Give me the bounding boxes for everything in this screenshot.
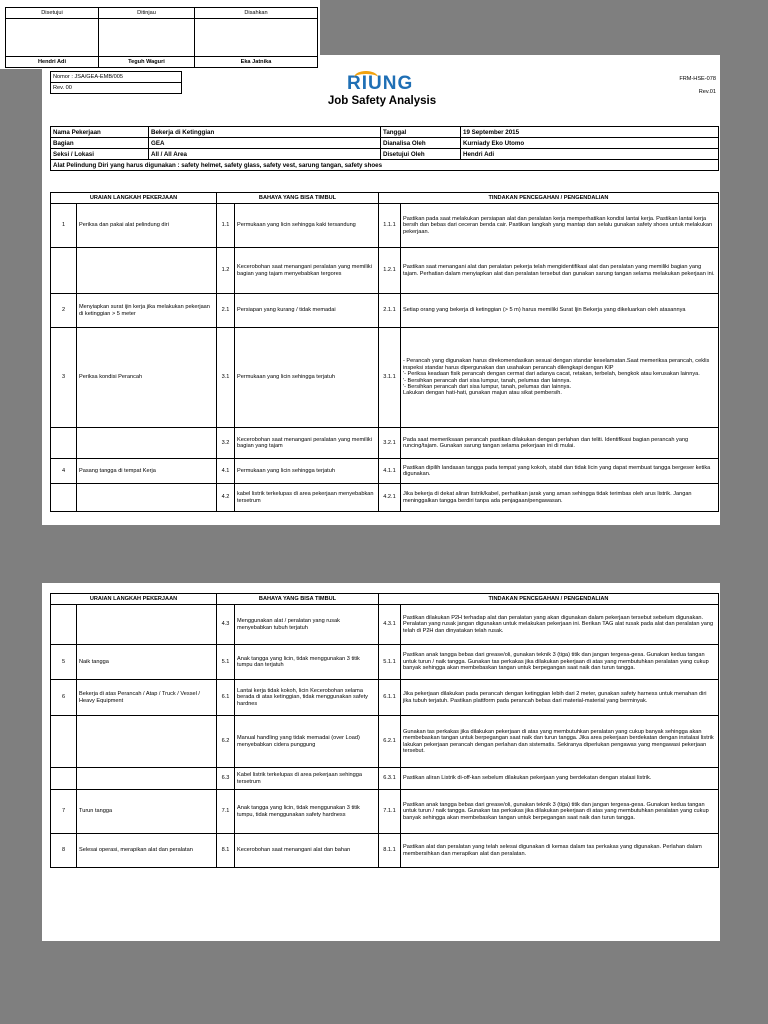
control-number: 8.1.1 xyxy=(379,834,401,868)
table-row xyxy=(51,204,719,248)
control-description: Pastikan alat dan peralatan yang telah selesai digunakan di kemas dalam tas perkakas yang digunakan. Perlahan dalam membersihkan dan merapikan alat dan peralatan. xyxy=(401,834,719,868)
seksi-label: Seksi / Lokasi xyxy=(51,149,149,160)
hazard-number: 5.1 xyxy=(217,645,235,680)
page-title: Job Safety Analysis xyxy=(327,95,437,107)
hazard-description: Anak tangga yang licin, tidak menggunakan 3 titik tumpu, tidak menggunakan safety hardness xyxy=(235,790,379,834)
control-description: Setiap orang yang bekerja di ketinggian (> 5 m) harus memiliki Surat Ijin Bekerja yang dikeluarkan oleh atasannya xyxy=(401,294,719,328)
signature-table xyxy=(5,7,318,68)
bagian-label: Bagian xyxy=(51,138,149,149)
control-number: 5.1.1 xyxy=(379,645,401,680)
step-description: Bekerja di atas Perancah / Atap / Truck / Vessel / Heavy Equipment xyxy=(77,680,217,716)
hazard-description: Menggunakan alat / peralatan yang rusak menyebabkan tubuh terjatuh xyxy=(235,605,379,645)
step-number: 8 xyxy=(51,834,77,868)
hazard-description: Anak tangga yang licin, tidak menggunakan 3 titik tumpu dan terjatuh xyxy=(235,645,379,680)
sig-box-3 xyxy=(195,19,318,57)
doc-revision: Rev. 00 xyxy=(51,83,182,94)
control-number: 1.2.1 xyxy=(379,248,401,294)
hazard-number: 2.1 xyxy=(217,294,235,328)
jsa-table-page-2 xyxy=(50,593,719,868)
sig-ditinjau-label: Ditinjau xyxy=(99,8,195,19)
step-description xyxy=(77,428,217,459)
table-row xyxy=(51,459,719,484)
form-code: FRM-HSE-078 Rev.01 xyxy=(679,76,716,95)
nama-pekerjaan-value: Bekerja di Ketinggian xyxy=(149,127,381,138)
control-number: 3.2.1 xyxy=(379,428,401,459)
sig-disetujui-label: Disetujui xyxy=(6,8,99,19)
table-row xyxy=(51,484,719,512)
step-description xyxy=(77,605,217,645)
step-description: Periksa dan pakai alat pelindung diri xyxy=(77,204,217,248)
hazard-description: Permukaan yang licin sehingga terjatuh xyxy=(235,459,379,484)
hazard-number: 7.1 xyxy=(217,790,235,834)
col-uraian-header: URAIAN LANGKAH PEKERJAAN xyxy=(51,594,217,605)
control-description: Gunakan tas perkakas jika dilakukan pekerjaan di atas yang membutuhkan peralatan yang cukup banyak sehingga akan membebaskan tangan untuk berpegangan saat naik dan turun tangga. Jika area pekerjaan berdekatan dengan instalasi listrik lakukan pekerjaan perancah dengan perlahan dan sistematis. Sekiranya diperlukan pengawas yang mengawasi pekerjaan tersebut. xyxy=(401,716,719,768)
step-description: Naik tangga xyxy=(77,645,217,680)
step-description xyxy=(77,768,217,790)
hazard-number: 6.3 xyxy=(217,768,235,790)
control-description: Pastikan anak tangga bebas dari grease/oli, gunakan teknik 3 (tiga) titik dan jangan tergesa-gesa. Gunakan kedua tangan untuk turun / naik tangga. Gunakan tas perkakas jika dilakukan pekerjaan di atas yang membutuhkan peralatan yang cukup banyak sehingga akan membebaskan tangan untuk berpegangan saat naik dan turun tangga. xyxy=(401,645,719,680)
step-number xyxy=(51,428,77,459)
nama-pekerjaan-label: Nama Pekerjaan xyxy=(51,127,149,138)
document-page-2 xyxy=(42,583,720,941)
sig-name-1: Hendri Adi xyxy=(6,57,99,68)
header-doc-box xyxy=(50,71,182,94)
hazard-number: 4.3 xyxy=(217,605,235,645)
step-number: 6 xyxy=(51,680,77,716)
step-number: 5 xyxy=(51,645,77,680)
control-number: 4.3.1 xyxy=(379,605,401,645)
step-description: Pasang tangga di tempat Kerja xyxy=(77,459,217,484)
control-description: Pada saat memeriksaan perancah pastikan dilakukan dengan perlahan dan teliti. Identifikasi bagian perancah yang runcing/tajam. Gunakan sarung tangan selama pekerjaan ini di mulai. xyxy=(401,428,719,459)
step-description: Menyiapkan surat ijin kerja jika melakukan pekerjaan di ketinggian > 5 meter xyxy=(77,294,217,328)
control-number: 2.1.1 xyxy=(379,294,401,328)
hazard-number: 3.2 xyxy=(217,428,235,459)
hazard-description: Kecerobohan saat menangani peralatan yang memiliki bagian yang tajam xyxy=(235,428,379,459)
doc-number: Nomor : JSA/GEA-EMB/005 xyxy=(51,72,182,83)
table-row xyxy=(51,328,719,428)
step-number: 3 xyxy=(51,328,77,428)
hazard-number: 4.2 xyxy=(217,484,235,512)
table-row xyxy=(51,294,719,328)
hazard-number: 6.2 xyxy=(217,716,235,768)
hazard-number: 1.2 xyxy=(217,248,235,294)
hazard-number: 6.1 xyxy=(217,680,235,716)
control-description: - Perancah yang digunakan harus direkomendasikan sesuai dengan standar keselamatan.Saat memeriksa perancah, ceklis inspeksi standar harus dipergunakan dan usahakan perancah dilengkapi dengan KIP '- Periksa keadaan fisik perancah dengan cermat dari adanya cacat, retakan, terbelah, bengkok atau kerusakan lainnya. '- Bersihkan perancah dari sisa lumpur, tanah, pelumas dan lainnya. '- Bersihkan perancah dari sisa lumpur, tanah, pelumas dan lainnya. Lakukan dengan hati-hati, gunakan majun atau sikat pembersih. xyxy=(401,328,719,428)
apd-note: Alat Pelindung Diri yang harus digunakan : safety helmet, safety glass, safety vest, sarung tangan, safety shoes xyxy=(51,160,719,171)
seksi-value: All / All Area xyxy=(149,149,381,160)
control-number: 6.1.1 xyxy=(379,680,401,716)
table-row xyxy=(51,645,719,680)
control-description: Pastikan aliran Listrik di-off-kan sebelum dilakukan pekerjaan yang berdekatan dengan stalasi listrik. xyxy=(401,768,719,790)
control-number: 3.1.1 xyxy=(379,328,401,428)
step-description xyxy=(77,484,217,512)
table-row xyxy=(51,716,719,768)
hazard-description: Kecerobohan saat menangani alat dan bahan xyxy=(235,834,379,868)
step-description: Periksa kondisi Perancah xyxy=(77,328,217,428)
job-info-table xyxy=(50,126,719,171)
tanggal-value: 19 September 2015 xyxy=(461,127,719,138)
sig-box-2 xyxy=(99,19,195,57)
hazard-description: Kabel listrik terkelupas di area pekerjaan sehingga tersetrum xyxy=(235,768,379,790)
hazard-number: 3.1 xyxy=(217,328,235,428)
col-uraian-header: URAIAN LANGKAH PEKERJAAN xyxy=(51,193,217,204)
control-number: 4.2.1 xyxy=(379,484,401,512)
step-number: 2 xyxy=(51,294,77,328)
control-number: 7.1.1 xyxy=(379,790,401,834)
hazard-number: 8.1 xyxy=(217,834,235,868)
sig-disahkan-label: Disahkan xyxy=(195,8,318,19)
hazard-description: Persiapan yang kurang / tidak memadai xyxy=(235,294,379,328)
table-row xyxy=(51,248,719,294)
hazard-number: 1.1 xyxy=(217,204,235,248)
tanggal-label: Tanggal xyxy=(381,127,461,138)
step-number xyxy=(51,716,77,768)
dianalisa-label: Dianalisa Oleh xyxy=(381,138,461,149)
hazard-description: Permukaan yang licin sehingga terjatuh xyxy=(235,328,379,428)
step-number xyxy=(51,768,77,790)
step-description xyxy=(77,248,217,294)
control-number: 6.2.1 xyxy=(379,716,401,768)
document-page-1 xyxy=(42,55,720,525)
table-row xyxy=(51,768,719,790)
control-number: 1.1.1 xyxy=(379,204,401,248)
step-number xyxy=(51,484,77,512)
step-number xyxy=(51,605,77,645)
step-description: Selesai operasi, merapikan alat dan peralatan xyxy=(77,834,217,868)
control-description: Pastikan saat menangani alat dan peralatan pekerja telah mengidentifikasi alat dan peralatan yang memiliki bagian yang tajam. Perhatian dalam menyiapkan alat dan peralatan tersebut dan gunakan sarung tangan selama melakukan pekerjaan ini. xyxy=(401,248,719,294)
disetujui-value: Hendri Adi xyxy=(461,149,719,160)
step-number xyxy=(51,248,77,294)
control-number: 4.1.1 xyxy=(379,459,401,484)
step-number: 4 xyxy=(51,459,77,484)
hazard-number: 4.1 xyxy=(217,459,235,484)
control-description: Pastikan dipilih landasan tangga pada tempat yang kokoh, stabil dan tidak licin yang dapat membuat tangga bergeser ketika digunakan. xyxy=(401,459,719,484)
sig-name-2: Teguh Waguri xyxy=(99,57,195,68)
step-number: 1 xyxy=(51,204,77,248)
step-number: 7 xyxy=(51,790,77,834)
col-bahaya-header: BAHAYA YANG BISA TIMBUL xyxy=(217,193,379,204)
col-bahaya-header: BAHAYA YANG BISA TIMBUL xyxy=(217,594,379,605)
riung-logo: RIUNG xyxy=(347,73,414,94)
control-description: Pastikan dilakukan P2H terhadap alat dan peralatan yang akan digunakan dalam pekerjaan tersebut sebelum digunakan. Peralatan yang rusak jangan digunakan untuk melakukan pekerjaan ini. Berikan TAG alat rusak pada alat dan peralatan yang telah di P2H dan dinyatakan telah rusak. xyxy=(401,605,719,645)
dianalisa-value: Kurniady Eko Utomo xyxy=(461,138,719,149)
col-tindakan-header: TINDAKAN PENCEGAHAN / PENGENDALIAN xyxy=(379,594,719,605)
hazard-description: Permukaan yang licin sehingga kaki tersandung xyxy=(235,204,379,248)
hazard-description: kabel listrik terkelupas di area pekerjaan menyebabkan tersetrum xyxy=(235,484,379,512)
bagian-value: GEA xyxy=(149,138,381,149)
control-description: Pastikan pada saat melakukan persiapan alat dan peralatan kerja memperhatikan kondisi lantai kerja. Pastikan lantai kerja bersih dan bebas dari ceceran benda cair. Pastikan langkah yang mantap dan selalu gunakan safety shoes untuk melakukan pekerjaan. xyxy=(401,204,719,248)
step-description: Turun tangga xyxy=(77,790,217,834)
table-row xyxy=(51,790,719,834)
hazard-description: Lantai kerja tidak kokoh, licin Kecerobohan selama berada di atas ketinggian, tidak menggunakan safety hardnes xyxy=(235,680,379,716)
signature-page xyxy=(0,0,320,69)
table-row xyxy=(51,680,719,716)
control-description: Pastikan anak tangga bebas dari grease/oli, gunakan teknik 3 (tiga) titik dan jangan tergesa-gesa. Gunakan kedua tangan untuk turun / naik tangga. Gunakan tas perkakas jika dilakukan pekerjaan di atas yang membutuhkan peralatan yang cukup banyak sehingga akan membebaskan tangan untuk berpegangan saat naik dan turun tangga. xyxy=(401,790,719,834)
table-row xyxy=(51,605,719,645)
control-description: Jika pekerjaan dilakukan pada perancah dengan ketinggian lebih dari 2 meter, gunakan safety harness untuk menahan diri jika tubuh terjatuh. Pastikan plattform pada perancah bebas dari material-material yang berminyak. xyxy=(401,680,719,716)
jsa-table-page-1 xyxy=(50,192,719,512)
hazard-description: Kecerobohan saat menangani peralatan yang memiliki bagian yang tajam menyebabkan tergores xyxy=(235,248,379,294)
control-description: Jika bekerja di dekat aliran listrik/kabel, perhatikan jarak yang aman sehingga tidak terimbas oleh arus listrik. Jangan meninggalkan tangga berdiri tanpa ada penjagaan/pengawasan. xyxy=(401,484,719,512)
sig-box-1 xyxy=(6,19,99,57)
step-description xyxy=(77,716,217,768)
col-tindakan-header: TINDAKAN PENCEGAHAN / PENGENDALIAN xyxy=(379,193,719,204)
sig-name-3: Eka Jatnika xyxy=(195,57,318,68)
table-row xyxy=(51,428,719,459)
table-row xyxy=(51,834,719,868)
disetujui-label: Disetujui Oleh xyxy=(381,149,461,160)
control-number: 6.3.1 xyxy=(379,768,401,790)
hazard-description: Manual handling yang tidak memadai (over Load) menyebabkan cidera punggung xyxy=(235,716,379,768)
